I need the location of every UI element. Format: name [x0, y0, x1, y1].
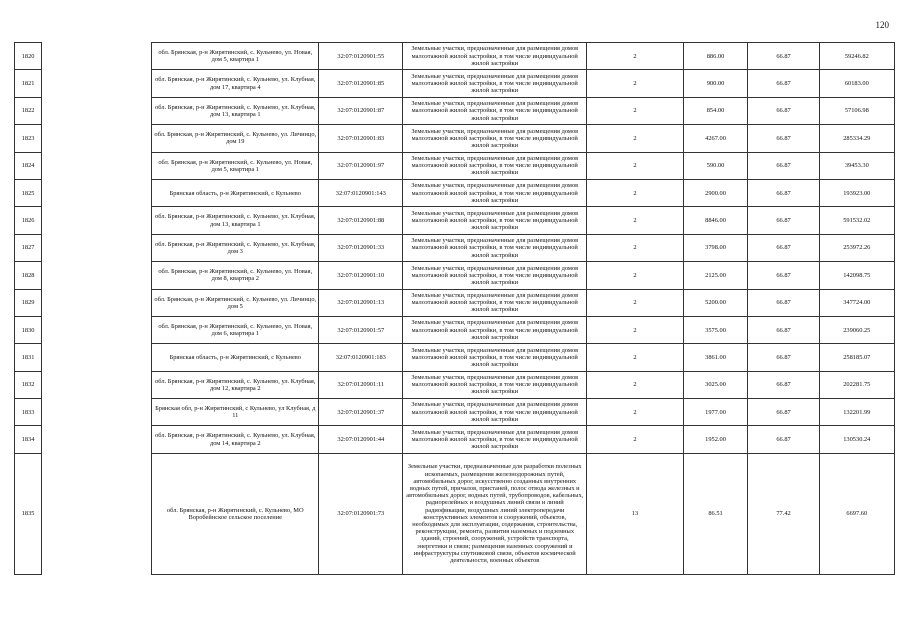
cadastral-value-cell: 6697.60 [819, 453, 894, 574]
rate-cell: 66.87 [748, 207, 819, 234]
land-purpose-cell: Земельные участки, предназначенные для размещения домов малоэтажной жилой застройки, в том числе индивидуальной жилой застройки [403, 70, 587, 97]
cadastral-value-cell: 591532.02 [819, 207, 894, 234]
area-cell: 900.00 [683, 70, 748, 97]
area-cell: 1977.00 [683, 399, 748, 426]
spacer-cell [42, 234, 152, 261]
row-number: 1820 [15, 43, 42, 70]
cadastral-value-cell: 60183.00 [819, 70, 894, 97]
spacer-cell [42, 125, 152, 152]
area-cell: 1952.00 [683, 426, 748, 453]
cadastral-number-cell: 32:07:0120901:85 [319, 70, 403, 97]
group-cell: 13 [587, 453, 683, 574]
cadastral-value-cell: 253972.26 [819, 234, 894, 261]
area-cell: 3575.00 [683, 316, 748, 343]
table-row [15, 453, 895, 574]
land-purpose-cell: Земельные участки, предназначенные для разработки полезных ископаемых, размещения железнодорожных путей, автомобильных дорог, искусственно созданных внутренних водных путей, причалов, пристаней, полос отвода железных и автомобильных дорог, водных путей, трубопроводов, кабельных, радиорелейных и воздушных линий связи и линий радиофикации, воздушных линий электропередачи конструктивных элементов и сооружений, объектов, необходимых для эксплуатации, содержания, строительства, реконструкции, ремонта, развития наземных и подземных зданий, строений, сооружений, устройств транспорта, энергетики и связи; размещения наземных сооружений и инфраструктуры спутниковой связи, объектов космической деятельности, военных объектов [403, 453, 587, 574]
area-cell: 3861.00 [683, 344, 748, 371]
group-cell: 2 [587, 371, 683, 398]
table-row [15, 316, 895, 343]
land-purpose-cell: Земельные участки, предназначенные для размещения домов малоэтажной жилой застройки, в том числе индивидуальной жилой застройки [403, 426, 587, 453]
cadastral-value-cell: 132201.99 [819, 399, 894, 426]
cadastral-number-cell: 32:07:0120901:83 [319, 125, 403, 152]
table-row [15, 125, 895, 152]
group-cell: 2 [587, 289, 683, 316]
spacer-cell [42, 262, 152, 289]
table-row [15, 289, 895, 316]
table-row [15, 70, 895, 97]
area-cell: 2900.00 [683, 179, 748, 206]
cadastral-value-cell: 142098.75 [819, 262, 894, 289]
cadastral-number-cell: 32:07:0120901:57 [319, 316, 403, 343]
row-number: 1830 [15, 316, 42, 343]
land-registry-table [14, 42, 895, 575]
land-purpose-cell: Земельные участки, предназначенные для размещения домов малоэтажной жилой застройки, в том числе индивидуальной жилой застройки [403, 316, 587, 343]
area-cell: 2125.00 [683, 262, 748, 289]
cadastral-value-cell: 285334.29 [819, 125, 894, 152]
land-purpose-cell: Земельные участки, предназначенные для размещения домов малоэтажной жилой застройки, в том числе индивидуальной жилой застройки [403, 262, 587, 289]
cadastral-number-cell: 32:07:0120901:183 [319, 344, 403, 371]
cadastral-number-cell: 32:07:0120901:97 [319, 152, 403, 179]
rate-cell: 66.87 [748, 289, 819, 316]
table-row [15, 234, 895, 261]
row-number: 1825 [15, 179, 42, 206]
cadastral-number-cell: 32:07:0120901:44 [319, 426, 403, 453]
rate-cell: 66.87 [748, 125, 819, 152]
table-row [15, 371, 895, 398]
land-purpose-cell: Земельные участки, предназначенные для размещения домов малоэтажной жилой застройки, в том числе индивидуальной жилой застройки [403, 43, 587, 70]
rate-cell: 66.87 [748, 70, 819, 97]
land-purpose-cell: Земельные участки, предназначенные для размещения домов малоэтажной жилой застройки, в том числе индивидуальной жилой застройки [403, 399, 587, 426]
group-cell: 2 [587, 262, 683, 289]
rate-cell: 66.87 [748, 97, 819, 124]
table-row [15, 426, 895, 453]
cadastral-value-cell: 347724.00 [819, 289, 894, 316]
row-number: 1835 [15, 453, 42, 574]
spacer-cell [42, 152, 152, 179]
rate-cell: 66.87 [748, 371, 819, 398]
row-number: 1824 [15, 152, 42, 179]
spacer-cell [42, 316, 152, 343]
row-number: 1823 [15, 125, 42, 152]
cadastral-number-cell: 32:07:0120901:55 [319, 43, 403, 70]
cadastral-value-cell: 258185.07 [819, 344, 894, 371]
rate-cell: 66.87 [748, 344, 819, 371]
cadastral-value-cell: 202281.75 [819, 371, 894, 398]
area-cell: 3798.00 [683, 234, 748, 261]
group-cell: 2 [587, 234, 683, 261]
rate-cell: 77.42 [748, 453, 819, 574]
group-cell: 2 [587, 125, 683, 152]
area-cell: 4267.00 [683, 125, 748, 152]
spacer-cell [42, 43, 152, 70]
address-cell: Брянская область, р-н Жирятинский, с Кульнево [152, 179, 319, 206]
table-row [15, 152, 895, 179]
table-row [15, 207, 895, 234]
spacer-cell [42, 97, 152, 124]
rate-cell: 66.87 [748, 399, 819, 426]
address-cell: обл. Брянская, р-н Жирятинский, с. Кульнево, ул. Личинцо, дом 5 [152, 289, 319, 316]
rate-cell: 66.87 [748, 234, 819, 261]
spacer-cell [42, 179, 152, 206]
address-cell: обл. Брянская, р-н Жирятинский, с. Кульнево, ул. Клубная, дом 13, квартира 1 [152, 207, 319, 234]
page-number: 120 [875, 20, 889, 30]
cadastral-value-cell: 239060.25 [819, 316, 894, 343]
cadastral-number-cell: 32:07:0120901:143 [319, 179, 403, 206]
rate-cell: 66.87 [748, 426, 819, 453]
land-purpose-cell: Земельные участки, предназначенные для размещения домов малоэтажной жилой застройки, в том числе индивидуальной жилой застройки [403, 125, 587, 152]
group-cell: 2 [587, 97, 683, 124]
area-cell: 8846.00 [683, 207, 748, 234]
rate-cell: 66.87 [748, 179, 819, 206]
cadastral-value-cell: 39453.30 [819, 152, 894, 179]
spacer-cell [42, 344, 152, 371]
address-cell: обл. Брянская, р-н Жирятинский, с. Кульнево, ул. Клубная, дом 17, квартира 4 [152, 70, 319, 97]
cadastral-number-cell: 32:07:0120901:13 [319, 289, 403, 316]
row-number: 1827 [15, 234, 42, 261]
cadastral-number-cell: 32:07:0120901:11 [319, 371, 403, 398]
spacer-cell [42, 207, 152, 234]
cadastral-number-cell: 32:07:0120901:73 [319, 453, 403, 574]
area-cell: 86.51 [683, 453, 748, 574]
table-row [15, 399, 895, 426]
group-cell: 2 [587, 316, 683, 343]
address-cell: обл. Брянская, р-н Жирятинский, с. Кульнево, ул. Клубная, дом 14, квартира 2 [152, 426, 319, 453]
rate-cell: 66.87 [748, 316, 819, 343]
area-cell: 590.00 [683, 152, 748, 179]
area-cell: 886.00 [683, 43, 748, 70]
address-cell: Брянская область, р-н Жирятинский, с Кульнево [152, 344, 319, 371]
row-number: 1822 [15, 97, 42, 124]
spacer-cell [42, 426, 152, 453]
address-cell: обл. Брянская, р-н Жирятинский, с. Кульнево, МО Воробейнское сельское поселение [152, 453, 319, 574]
cadastral-number-cell: 32:07:0120901:87 [319, 97, 403, 124]
land-purpose-cell: Земельные участки, предназначенные для размещения домов малоэтажной жилой застройки, в том числе индивидуальной жилой застройки [403, 289, 587, 316]
land-purpose-cell: Земельные участки, предназначенные для размещения домов малоэтажной жилой застройки, в том числе индивидуальной жилой застройки [403, 207, 587, 234]
group-cell: 2 [587, 344, 683, 371]
address-cell: Брянская обл, р-н Жирятинский, с Кульнево, ул Клубная, д 11 [152, 399, 319, 426]
area-cell: 854.00 [683, 97, 748, 124]
spacer-cell [42, 289, 152, 316]
row-number: 1834 [15, 426, 42, 453]
rate-cell: 66.87 [748, 152, 819, 179]
group-cell: 2 [587, 426, 683, 453]
address-cell: обл. Брянская, р-н Жирятинский, с. Кульнево, ул. Новая, дом 8, квартира 2 [152, 262, 319, 289]
rate-cell: 66.87 [748, 43, 819, 70]
row-number: 1833 [15, 399, 42, 426]
table-row [15, 97, 895, 124]
address-cell: обл. Брянская, р-н Жирятинский, с. Кульнево, ул. Клубная, дом 13, квартира 1 [152, 97, 319, 124]
area-cell: 5200.00 [683, 289, 748, 316]
registry-body [15, 43, 895, 575]
group-cell: 2 [587, 179, 683, 206]
table-row [15, 43, 895, 70]
row-number: 1831 [15, 344, 42, 371]
area-cell: 3025.00 [683, 371, 748, 398]
address-cell: обл. Брянская, р-н Жирятинский, с. Кульнево, ул. Личинцо, дом 19 [152, 125, 319, 152]
address-cell: обл. Брянская, р-н Жирятинский, с. Кульнево, ул. Клубная, дом 3 [152, 234, 319, 261]
cadastral-value-cell: 59246.82 [819, 43, 894, 70]
cadastral-value-cell: 130530.24 [819, 426, 894, 453]
row-number: 1832 [15, 371, 42, 398]
land-purpose-cell: Земельные участки, предназначенные для размещения домов малоэтажной жилой застройки, в том числе индивидуальной жилой застройки [403, 152, 587, 179]
row-number: 1828 [15, 262, 42, 289]
spacer-cell [42, 70, 152, 97]
address-cell: обл. Брянская, р-н Жирятинский, с. Кульнево, ул. Клубная, дом 12, квартира 2 [152, 371, 319, 398]
cadastral-value-cell: 193923.00 [819, 179, 894, 206]
row-number: 1826 [15, 207, 42, 234]
group-cell: 2 [587, 207, 683, 234]
land-purpose-cell: Земельные участки, предназначенные для размещения домов малоэтажной жилой застройки, в том числе индивидуальной жилой застройки [403, 234, 587, 261]
row-number: 1829 [15, 289, 42, 316]
land-purpose-cell: Земельные участки, предназначенные для размещения домов малоэтажной жилой застройки, в том числе индивидуальной жилой застройки [403, 371, 587, 398]
table-row [15, 344, 895, 371]
group-cell: 2 [587, 399, 683, 426]
spacer-cell [42, 399, 152, 426]
address-cell: обл. Брянская, р-н Жирятинский, с. Кульнево, ул. Новая, дом 5, квартира 1 [152, 43, 319, 70]
rate-cell: 66.87 [748, 262, 819, 289]
group-cell: 2 [587, 152, 683, 179]
row-number: 1821 [15, 70, 42, 97]
address-cell: обл. Брянская, р-н Жирятинский, с. Кульнево, ул. Новая, дом 5, квартира 1 [152, 152, 319, 179]
cadastral-number-cell: 32:07:0120901:37 [319, 399, 403, 426]
spacer-cell [42, 453, 152, 574]
cadastral-number-cell: 32:07:0120901:33 [319, 234, 403, 261]
spacer-cell [42, 371, 152, 398]
table-row [15, 262, 895, 289]
land-purpose-cell: Земельные участки, предназначенные для размещения домов малоэтажной жилой застройки, в том числе индивидуальной жилой застройки [403, 179, 587, 206]
cadastral-number-cell: 32:07:0120901:10 [319, 262, 403, 289]
land-purpose-cell: Земельные участки, предназначенные для размещения домов малоэтажной жилой застройки, в том числе индивидуальной жилой застройки [403, 97, 587, 124]
cadastral-number-cell: 32:07:0120901:88 [319, 207, 403, 234]
cadastral-value-cell: 57106.98 [819, 97, 894, 124]
address-cell: обл. Брянская, р-н Жирятинский, с. Кульнево, ул. Новая, дом 6, квартира 1 [152, 316, 319, 343]
table-row [15, 179, 895, 206]
group-cell: 2 [587, 70, 683, 97]
land-purpose-cell: Земельные участки, предназначенные для размещения домов малоэтажной жилой застройки, в том числе индивидуальной жилой застройки [403, 344, 587, 371]
group-cell: 2 [587, 43, 683, 70]
